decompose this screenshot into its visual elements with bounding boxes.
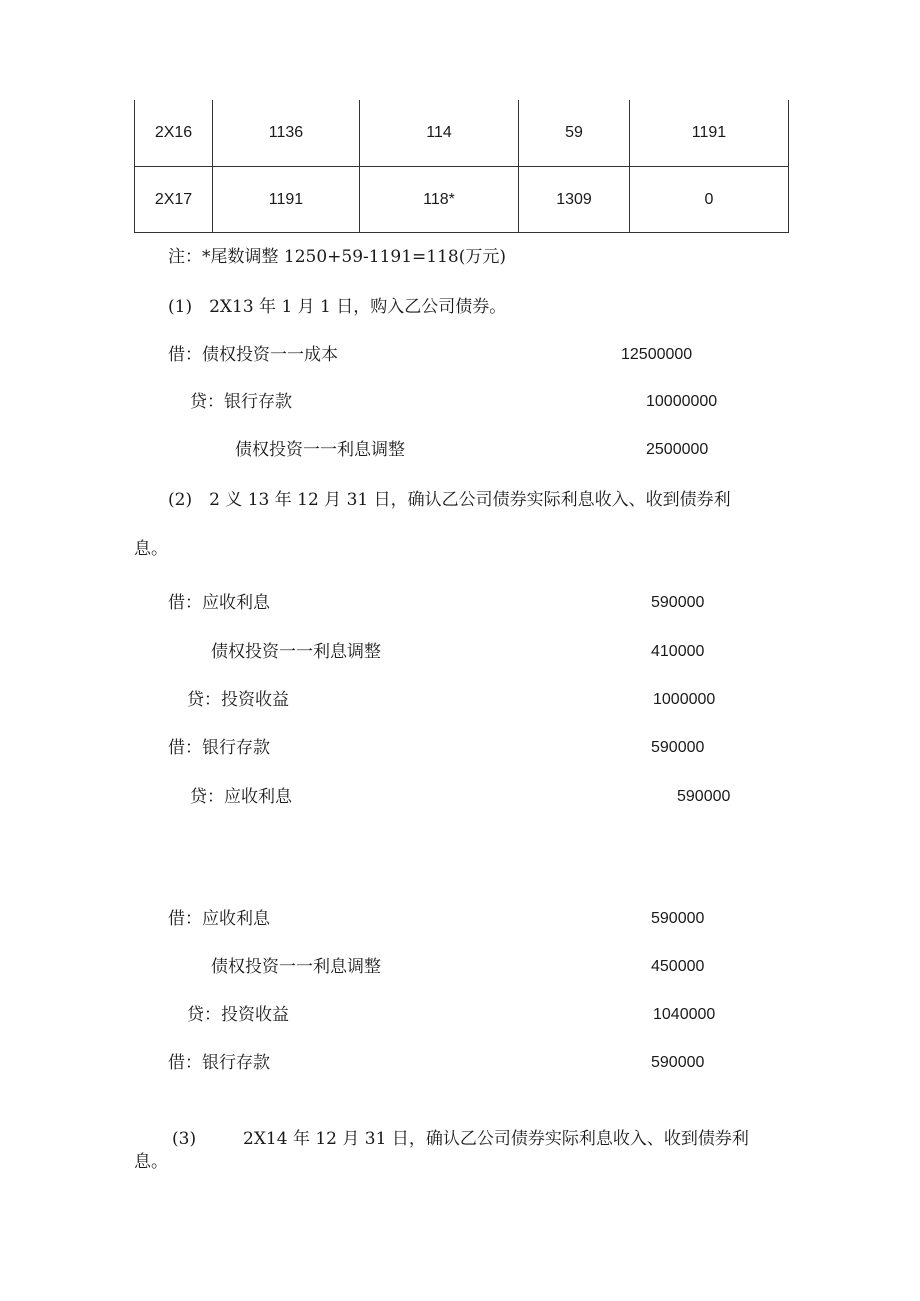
entry-amount: 410000: [651, 643, 705, 660]
entry-amount: 590000: [677, 788, 731, 805]
entry-label: 借：应收利息: [168, 593, 270, 613]
entry-amount: 10000000: [646, 393, 718, 410]
entry-label: 借：应收利息: [168, 909, 270, 929]
entry-amount: 1040000: [653, 1006, 716, 1023]
table-cell: 114: [360, 100, 519, 167]
entry-amount: 590000: [651, 1054, 705, 1071]
section-3-number: (3): [172, 1129, 197, 1149]
entry-label: 贷：银行存款: [190, 392, 292, 412]
table-cell: 2X17: [135, 167, 213, 233]
table-cell: 2X16: [135, 100, 213, 167]
entry-amount: 12500000: [621, 346, 693, 363]
entry-amount: 450000: [651, 958, 705, 975]
table-cell: 118*: [360, 167, 519, 233]
entry-label: 债权投资一一利息调整: [235, 440, 405, 460]
section-2-heading-cont: 息。: [134, 539, 168, 559]
table-cell: 1309: [519, 167, 630, 233]
entry-amount: 1000000: [653, 691, 716, 708]
section-3-heading: 2X14 年 12 月 31 日，确认乙公司债券实际利息收入、收到债券利: [243, 1129, 749, 1149]
entry-amount: 590000: [651, 910, 705, 927]
entry-amount: 590000: [651, 739, 705, 756]
entry-label: 借：银行存款: [168, 738, 270, 758]
table-row: [135, 167, 789, 233]
table-cell: 0: [630, 167, 789, 233]
entry-label: 债权投资一一利息调整: [211, 642, 381, 662]
entry-label: 贷：投资收益: [187, 1005, 289, 1025]
table-cell: 1136: [213, 100, 360, 167]
table-cell: 59: [519, 100, 630, 167]
entry-label: 借：银行存款: [168, 1053, 270, 1073]
amortization-table: [134, 100, 789, 233]
entry-label: 贷：应收利息: [190, 787, 292, 807]
entry-label: 债权投资一一利息调整: [211, 957, 381, 977]
table-cell: 1191: [630, 100, 789, 167]
entry-label: 贷：投资收益: [187, 690, 289, 710]
entry-amount: 590000: [651, 594, 705, 611]
entry-label: 借：债权投资一一成本: [168, 345, 338, 365]
section-2-heading: (2) 2 义 13 年 12 月 31 日，确认乙公司债券实际利息收入、收到债券利: [168, 490, 731, 510]
section-1-heading: (1) 2X13 年 1 月 1 日，购入乙公司债券。: [168, 297, 507, 317]
entry-amount: 2500000: [646, 441, 709, 458]
table-cell: 1191: [213, 167, 360, 233]
table-row: [135, 100, 789, 167]
table-note: 注：*尾数调整 1250+59-1191=118(万元): [168, 247, 507, 267]
section-3-heading-cont: 息。: [134, 1152, 168, 1172]
